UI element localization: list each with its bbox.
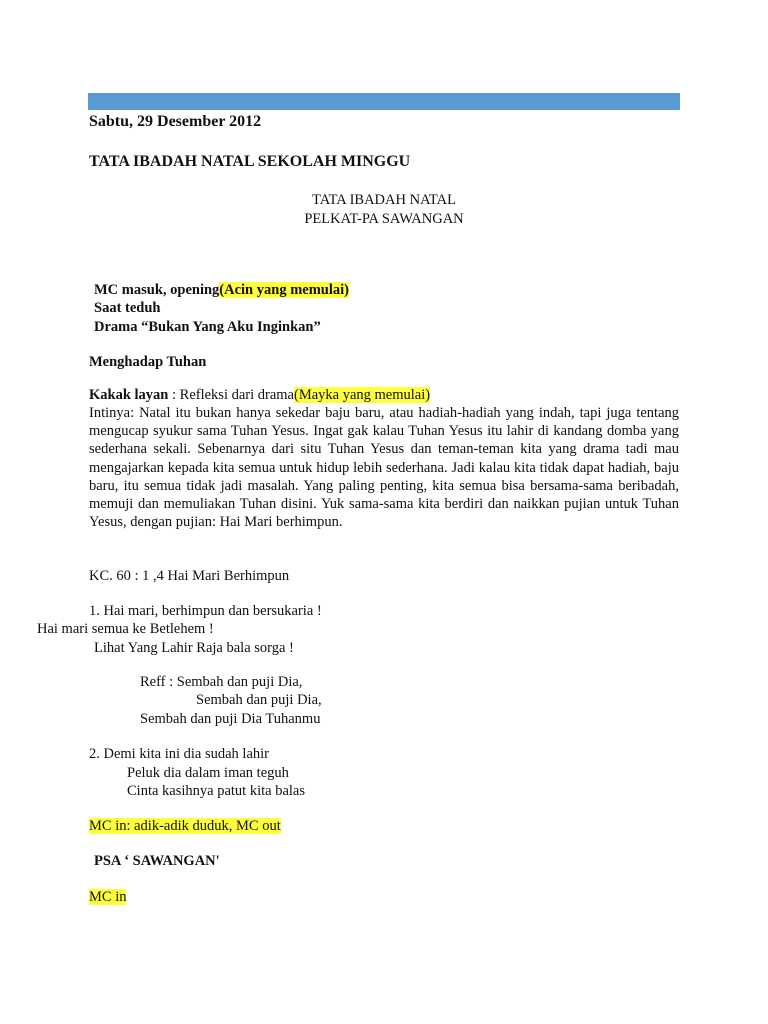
reflection-text: Intinya: Natal itu bukan hanya sekedar baju baru, atau hadiah-hadiah yang indah, tapi juga tentang mengucap syukur sama Tuhan Yesus. Ingat gak kalau Tuhan Yesus itu lahir di kandang domba yang sederhana sekali. Sebenarnya dari situ Tuhan Yesus dan teman-teman kita yang drama tadi mau mengajarkan kepada kita semua untuk hidup lebih sederhana. Jadi kalau kita tidak dapat hadiah, baju baru, itu semua tidak jadi masalah. Yang paling penting, kita semua bisa bersama-sama beribadah, memuji dan memuliakan Tuhan disini. Yuk sama-sama kita berdiri dan naikkan pujian untuk Tuhan Yesus, dengan pujian: Hai Mari berhimpun.	[89, 405, 679, 531]
mc-in-text: MC in	[89, 889, 127, 905]
reff-line-2: Sembah dan puji Dia,	[196, 692, 322, 708]
header-bar	[88, 93, 680, 110]
song-reference: KC. 60 : 1 ,4 Hai Mari Berhimpun	[89, 568, 290, 584]
kakak-layan-label: Kakak layan	[89, 387, 169, 403]
mc-opening-line	[94, 281, 349, 299]
saat-teduh: Saat teduh	[94, 300, 161, 316]
verse-1-line-3: Lihat Yang Lahir Raja bala sorga !	[94, 640, 294, 656]
drama-line: Drama “Bukan Yang Aku Inginkan”	[94, 319, 321, 335]
mc-opening-note: (Acin yang memulai)	[219, 282, 349, 298]
kakak-layan-line	[89, 386, 430, 404]
mc-opening-text: MC masuk, opening	[94, 282, 220, 298]
subtitle-1: TATA IBADAH NATAL	[312, 192, 456, 208]
mc-in-out-text: MC in: adik-adik duduk, MC out	[89, 818, 281, 834]
mc-in-out	[89, 817, 281, 835]
verse-2-line-1: 2. Demi kita ini dia sudah lahir	[89, 746, 270, 762]
kakak-layan-note: (Mayka yang memulai)	[294, 387, 431, 403]
document-date: Sabtu, 29 Desember 2012	[89, 113, 262, 130]
subtitle-2: PELKAT-PA SAWANGAN	[304, 211, 464, 227]
verse-2-line-2: Peluk dia dalam iman teguh	[127, 765, 289, 781]
kakak-layan-sep: : Refleksi dari drama	[168, 387, 294, 403]
reff-line-3: Sembah dan puji Dia Tuhanmu	[140, 711, 321, 727]
verse-1-line-1: 1. Hai mari, berhimpun dan bersukaria !	[89, 603, 322, 619]
mc-in	[89, 888, 126, 906]
psa-sawangan: PSA ‘ SAWANGAN'	[94, 853, 220, 869]
reff-line-1: Reff : Sembah dan puji Dia,	[140, 674, 303, 690]
verse-2-line-3: Cinta kasihnya patut kita balas	[127, 783, 305, 799]
menghadap-tuhan: Menghadap Tuhan	[89, 354, 207, 370]
document-title: TATA IBADAH NATAL SEKOLAH MINGGU	[89, 153, 411, 170]
verse-1-line-2: Hai mari semua ke Betlehem !	[37, 621, 214, 637]
reflection-paragraph	[89, 404, 679, 531]
